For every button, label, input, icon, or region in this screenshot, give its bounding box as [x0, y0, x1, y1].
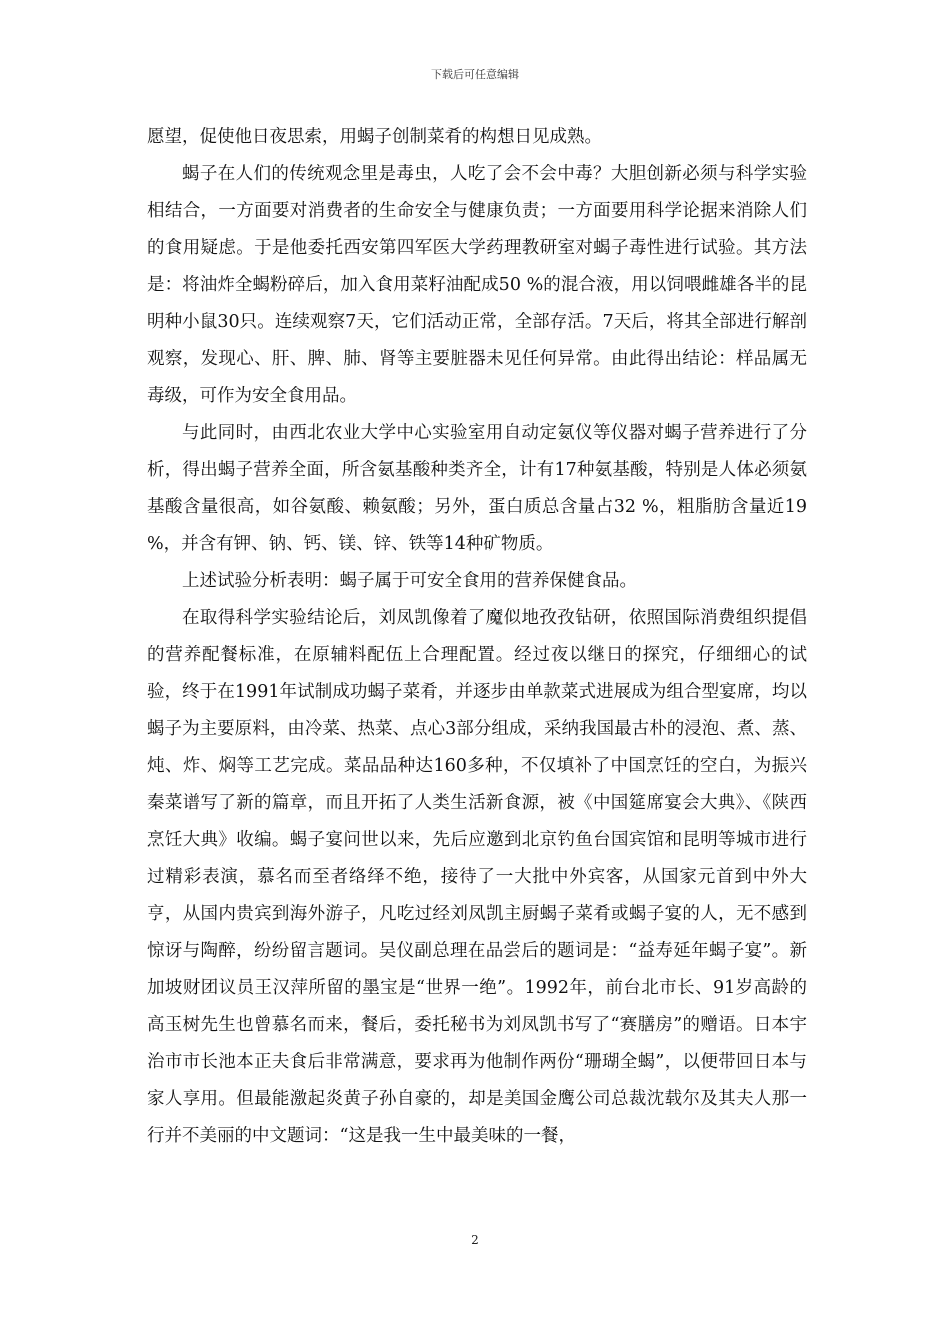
paragraph-4: 上述试验分析表明：蝎子属于可安全食用的营养保健食品。: [182, 571, 637, 591]
paragraph-2: 蝎子在人们的传统观念里是毒虫，人吃了会不会中毒？大胆创新必须与科学实验相结合，一方面要对消费者的生命安全与健康负责；一方面要用科学论据来消除人们的食用疑虑。于是他委托西安第四军医大学药理教研室对蝎子毒性进行试验。其方法是：将油炸全蝎粉碎后，加入食用菜籽油配成50 %的混合液，用以饲喂雌雄各半的昆明种小鼠30只。连续观察7天，它们活动正常，全部存活。7天后，将其全部进行解剖观察，发现心、肝、脾、肺、肾等主要脏器未见任何异常。由此得出结论：样品属无毒级，可作为安全食用品。: [147, 164, 807, 406]
page-header: 下载后可任意编辑: [431, 68, 519, 81]
paragraph-5: 在取得科学实验结论后，刘凤凯像着了魔似地孜孜钻研，依照国际消费组织提倡的营养配餐标准，在原辅料配伍上合理配置。经过夜以继日的探究，仔细细心的试验，终于在1991年试制成功蝎子菜肴，并逐步由单款菜式进展成为组合型宴席，均以蝎子为主要原料，由冷菜、热菜、点心3部分组成，采纳我国最古朴的浸泡、煮、蒸、炖、炸、焖等工艺完成。菜品品种达160多种，不仅填补了中国烹饪的空白，为振兴秦菜谱写了新的篇章，而且开拓了人类生活新食源，被《中国筵席宴会大典》、《陕西烹饪大典》收编。蝎子宴问世以来，先后应邀到北京钓鱼台国宾馆和昆明等城市进行过精彩表演，慕名而至者络绎不绝，接待了一大批中外宾客，从国家元首到中外大亨，从国内贵宾到海外游子，凡吃过经刘凤凯主厨蝎子菜肴或蝎子宴的人，无不感到惊讶与陶醉，纷纷留言题词。吴仪副总理在品尝后的题词是：“益寿延年蝎子宴”。新加坡财团议员王汉萍所留的墨宝是“世界一绝”。1992年，前台北市长、91岁高龄的高玉树先生也曾慕名而来，餐后，委托秘书为刘凤凯书写了“赛膳房”的赠语。日本宇治市市长池本正夫食后非常满意，要求再为他制作两份“珊瑚全蝎”，以便带回日本与家人享用。但最能激起炎黄子孙自豪的，却是美国金鹰公司总裁沈载尔及其夫人那一行并不美丽的中文题词：“这是我一生中最美味的一餐，: [147, 608, 807, 1146]
paragraph-1: 愿望，促使他日夜思索，用蝎子创制菜肴的构想日见成熟。: [147, 127, 602, 147]
paragraph-3: 与此同时，由西北农业大学中心实验室用自动定氨仪等仪器对蝎子营养进行了分析，得出蝎子营养全面，所含氨基酸种类齐全，计有17种氨基酸，特别是人体必须氨基酸含量很高，如谷氨酸、赖氨酸；另外，蛋白质总含量占32 %，粗脂肪含量近19 %，并含有钾、钠、钙、镁、锌、铁等14种矿物质。: [147, 423, 807, 554]
document-body: [147, 119, 807, 1155]
page-number: 2: [471, 1233, 479, 1247]
